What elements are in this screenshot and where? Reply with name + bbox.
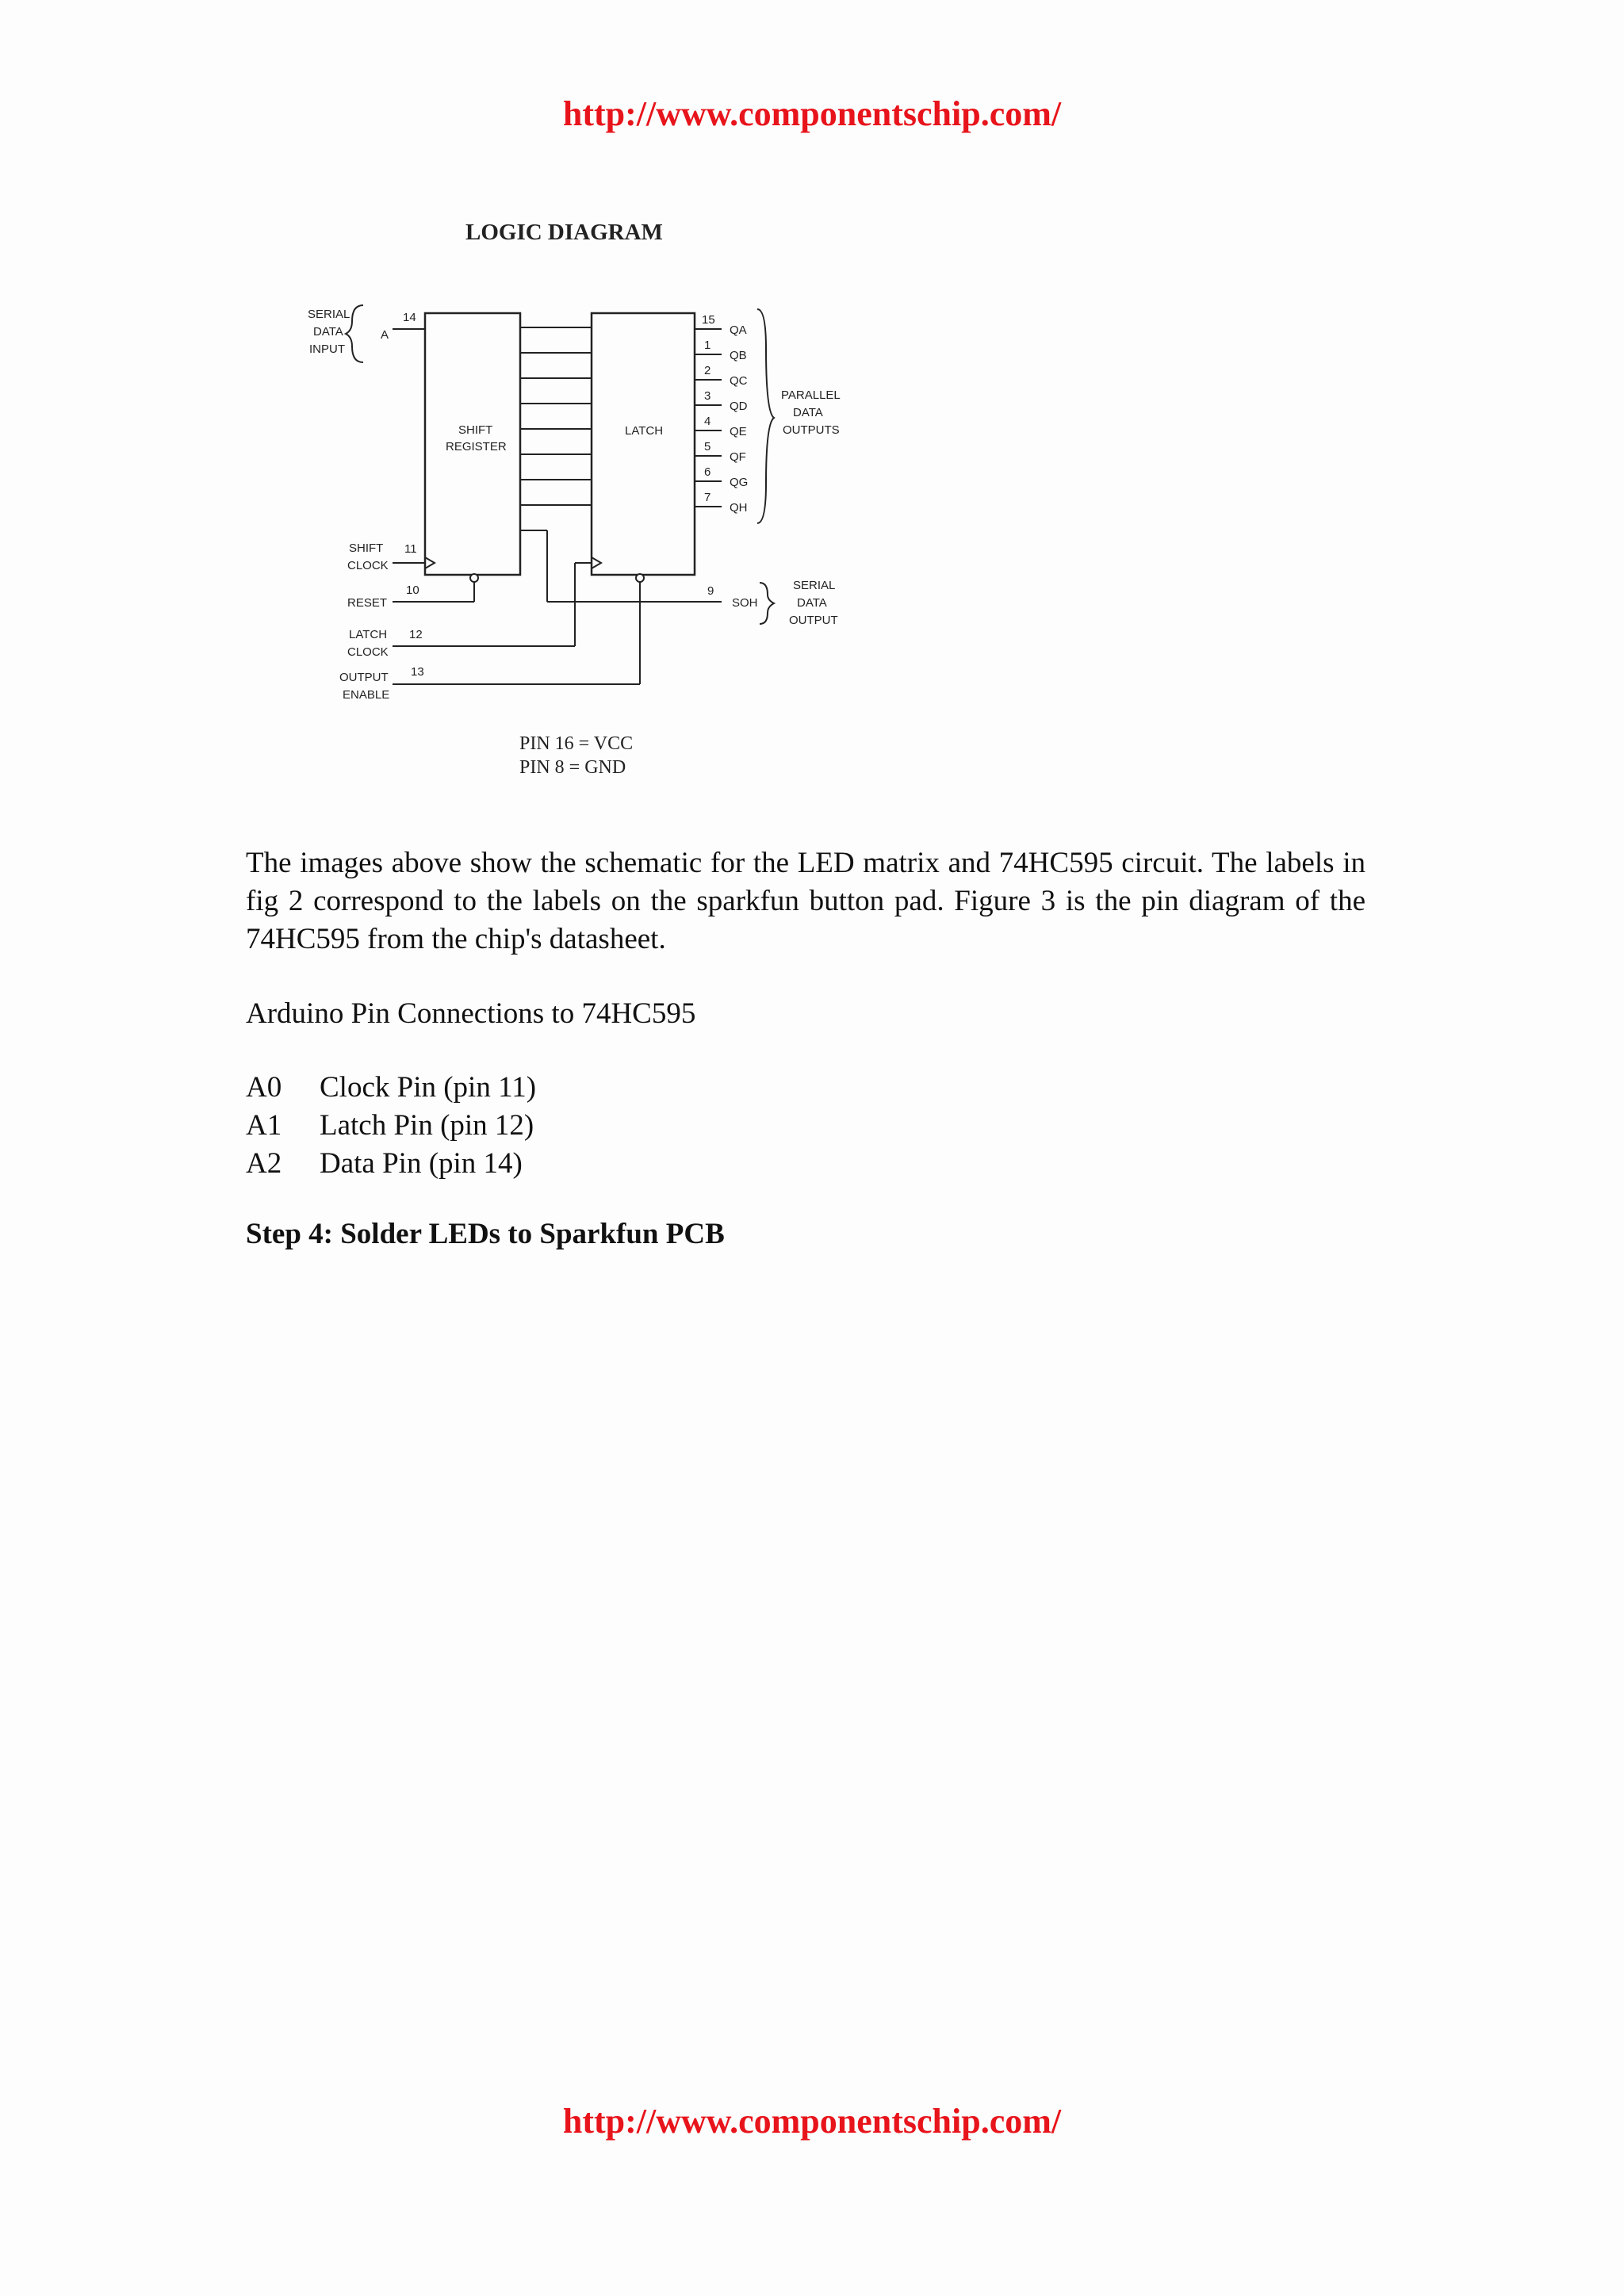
footer-url-link[interactable]: http://www.componentschip.com/ [562, 2102, 1062, 2141]
pin-12-label: 12 [409, 628, 423, 641]
serial-output-label-1: SERIAL [793, 579, 836, 592]
pin-13-label: 13 [411, 665, 424, 679]
shift-clock-label-1: SHIFT [349, 541, 384, 555]
pin-15-label: 15 [702, 313, 715, 327]
pin-14-label: 14 [403, 311, 416, 324]
arduino-pin: A2 [246, 1147, 282, 1180]
pin-6-label: 6 [704, 465, 711, 479]
arduino-pin: A0 [246, 1071, 282, 1104]
latch-clock-label-1: LATCH [349, 628, 388, 641]
power-note: PIN 16 = VCC [519, 733, 634, 754]
parallel-output-brace [757, 309, 774, 523]
arduino-pin: A1 [246, 1109, 282, 1142]
pin-11-label: 11 [404, 542, 417, 556]
pin-5-label: 5 [704, 440, 711, 453]
pin-4-label: 4 [704, 415, 711, 428]
output-qb-label: QB [730, 349, 747, 362]
shift-clock-label-2: CLOCK [347, 559, 389, 572]
pin-connections-heading: Arduino Pin Connections to 74HC595 [246, 997, 696, 1030]
output-enable-bubble [636, 574, 644, 582]
serial-output-label-2: DATA [797, 596, 827, 610]
latch-clock-triangle [592, 557, 601, 568]
output-qe-label: QE [730, 425, 747, 438]
pin-2-label: 2 [704, 364, 711, 377]
pin-10-label: 10 [406, 584, 419, 597]
output-enable-label-2: ENABLE [343, 688, 390, 702]
shift-register-label-1: SHIFT [458, 423, 493, 437]
pin-3-label: 3 [704, 389, 711, 403]
parallel-label-1: PARALLEL [781, 388, 841, 402]
reset-bubble [470, 574, 478, 582]
output-qf-label: QF [730, 450, 746, 464]
output-enable-label-1: OUTPUT [339, 671, 389, 684]
list-item [246, 1069, 536, 1107]
latch-clock-label-2: CLOCK [347, 645, 389, 659]
output-qh-label: QH [730, 501, 748, 515]
serial-input-label-2: DATA [313, 325, 343, 339]
soh-label: SOH [732, 596, 758, 610]
pin-description: Latch Pin (pin 12) [320, 1109, 534, 1142]
output-qa-label: QA [730, 323, 747, 337]
shift-register-label-2: REGISTER [446, 440, 507, 453]
shift-clock-triangle [425, 557, 435, 568]
reset-label: RESET [347, 596, 388, 610]
output-qd-label: QD [730, 400, 748, 413]
pin-description: Data Pin (pin 14) [320, 1147, 523, 1180]
list-item [246, 1107, 536, 1145]
serial-output-label-3: OUTPUT [789, 614, 838, 627]
ground-note: PIN 8 = GND [519, 757, 626, 778]
serial-input-label-3: INPUT [309, 342, 345, 356]
step-4-heading: Step 4: Solder LEDs to Sparkfun PCB [246, 1218, 725, 1250]
latch-box [592, 313, 695, 575]
output-qg-label: QG [730, 476, 749, 489]
serial-output-brace [760, 583, 774, 624]
parallel-label-3: OUTPUTS [783, 423, 840, 437]
header-url-link[interactable]: http://www.componentschip.com/ [562, 94, 1062, 133]
list-item [246, 1145, 536, 1183]
parallel-label-2: DATA [793, 406, 823, 419]
serial-input-label-1: SERIAL [308, 308, 350, 321]
pin-9-label: 9 [707, 584, 714, 598]
logic-diagram [293, 210, 864, 797]
pin-description: Clock Pin (pin 11) [320, 1071, 537, 1104]
pin-1-label: 1 [704, 339, 711, 352]
schematic-description-paragraph: The images above show the schematic for the LED matrix and 74HC595 circuit. The labels in fig 2 correspond to the labels on the sparkfun button pad. Figure 3 is the pin diagram of the 74HC595 from the chip's datasheet. [246, 847, 1365, 955]
diagram-title: LOGIC DIAGRAM [465, 220, 663, 245]
input-a-label: A [381, 328, 389, 342]
pin-connection-list [246, 1069, 536, 1183]
latch-label: LATCH [625, 424, 664, 438]
pin-7-label: 7 [704, 491, 711, 504]
output-qc-label: QC [730, 374, 748, 388]
